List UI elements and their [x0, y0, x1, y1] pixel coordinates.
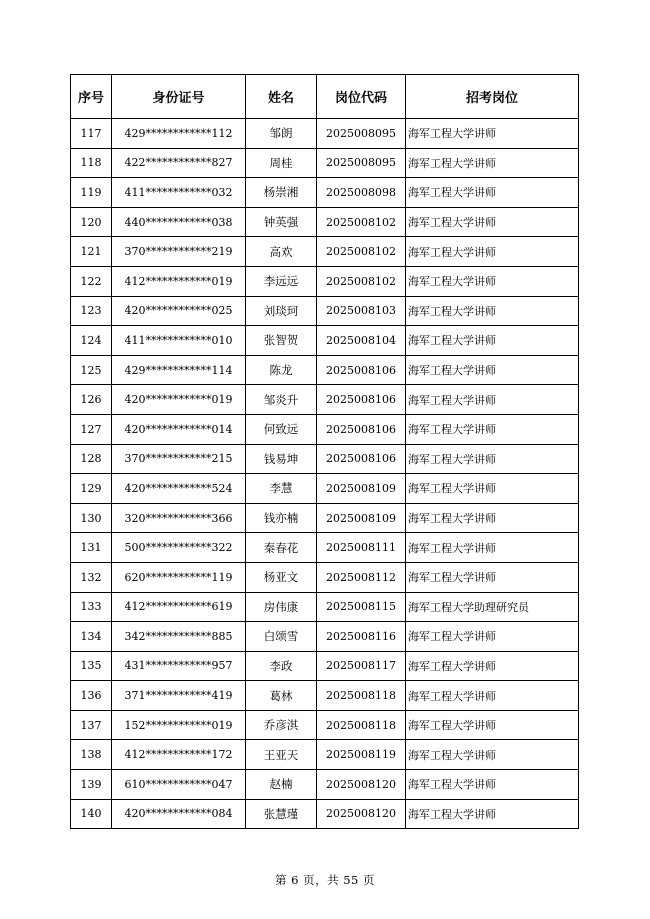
cell-name: 房伟康 [246, 592, 317, 622]
cell-name: 刘琰珂 [246, 296, 317, 326]
table-row [71, 414, 579, 444]
cell-position: 海军工程大学讲师 [406, 681, 579, 711]
table-row [71, 474, 579, 504]
table-row [71, 651, 579, 681]
cell-position-code: 2025008119 [317, 740, 406, 770]
cell-name: 钟英强 [246, 207, 317, 237]
cell-id-number: 420************084 [112, 799, 246, 829]
cell-position: 海军工程大学讲师 [406, 119, 579, 149]
table-row [71, 622, 579, 652]
table-row [71, 740, 579, 770]
cell-id-number: 370************215 [112, 444, 246, 474]
cell-position-code: 2025008095 [317, 119, 406, 149]
cell-name: 李政 [246, 651, 317, 681]
table-row [71, 770, 579, 800]
cell-seq: 125 [71, 355, 112, 385]
cell-id-number: 431************957 [112, 651, 246, 681]
cell-name: 葛林 [246, 681, 317, 711]
cell-position: 海军工程大学讲师 [406, 533, 579, 563]
cell-seq: 120 [71, 207, 112, 237]
cell-name: 张智贺 [246, 326, 317, 356]
cell-id-number: 420************019 [112, 385, 246, 415]
table-row [71, 207, 579, 237]
cell-id-number: 370************219 [112, 237, 246, 267]
cell-position-code: 2025008106 [317, 444, 406, 474]
cell-position-code: 2025008102 [317, 266, 406, 296]
cell-seq: 132 [71, 562, 112, 592]
cell-name: 杨亚文 [246, 562, 317, 592]
cell-position-code: 2025008106 [317, 414, 406, 444]
cell-position-code: 2025008112 [317, 562, 406, 592]
cell-id-number: 420************025 [112, 296, 246, 326]
cell-position: 海军工程大学讲师 [406, 266, 579, 296]
cell-seq: 134 [71, 622, 112, 652]
cell-seq: 133 [71, 592, 112, 622]
cell-id-number: 620************119 [112, 562, 246, 592]
cell-position: 海军工程大学讲师 [406, 326, 579, 356]
table-header-row [71, 75, 579, 119]
cell-id-number: 412************019 [112, 266, 246, 296]
cell-position-code: 2025008106 [317, 355, 406, 385]
cell-position-code: 2025008095 [317, 148, 406, 178]
cell-seq: 140 [71, 799, 112, 829]
cell-id-number: 420************524 [112, 474, 246, 504]
table-row [71, 119, 579, 149]
cell-position: 海军工程大学讲师 [406, 148, 579, 178]
cell-position: 海军工程大学讲师 [406, 237, 579, 267]
cell-seq: 139 [71, 770, 112, 800]
table-row [71, 710, 579, 740]
table-row [71, 296, 579, 326]
cell-name: 陈龙 [246, 355, 317, 385]
cell-id-number: 440************038 [112, 207, 246, 237]
table-row [71, 681, 579, 711]
cell-id-number: 500************322 [112, 533, 246, 563]
cell-position: 海军工程大学讲师 [406, 385, 579, 415]
cell-position-code: 2025008116 [317, 622, 406, 652]
cell-id-number: 371************419 [112, 681, 246, 711]
table-row [71, 326, 579, 356]
table-row [71, 266, 579, 296]
table-row [71, 237, 579, 267]
cell-name: 张慧瑾 [246, 799, 317, 829]
cell-name: 钱易坤 [246, 444, 317, 474]
cell-id-number: 152************019 [112, 710, 246, 740]
table-body [71, 119, 579, 829]
table-row [71, 799, 579, 829]
header-seq: 序号 [71, 75, 112, 119]
cell-seq: 127 [71, 414, 112, 444]
cell-name: 何致远 [246, 414, 317, 444]
table-row [71, 592, 579, 622]
cell-id-number: 411************010 [112, 326, 246, 356]
cell-name: 王亚天 [246, 740, 317, 770]
cell-position-code: 2025008120 [317, 799, 406, 829]
table-row [71, 178, 579, 208]
cell-position: 海军工程大学讲师 [406, 622, 579, 652]
header-position-code: 岗位代码 [317, 75, 406, 119]
cell-position-code: 2025008102 [317, 237, 406, 267]
cell-seq: 131 [71, 533, 112, 563]
cell-name: 秦春花 [246, 533, 317, 563]
cell-position: 海军工程大学讲师 [406, 474, 579, 504]
cell-position-code: 2025008111 [317, 533, 406, 563]
cell-position-code: 2025008118 [317, 710, 406, 740]
cell-seq: 130 [71, 503, 112, 533]
table-row [71, 533, 579, 563]
cell-seq: 119 [71, 178, 112, 208]
cell-position-code: 2025008120 [317, 770, 406, 800]
cell-position: 海军工程大学讲师 [406, 710, 579, 740]
header-position: 招考岗位 [406, 75, 579, 119]
cell-position: 海军工程大学讲师 [406, 414, 579, 444]
cell-position: 海军工程大学讲师 [406, 355, 579, 385]
table-row [71, 385, 579, 415]
cell-seq: 117 [71, 119, 112, 149]
cell-position-code: 2025008103 [317, 296, 406, 326]
cell-name: 邹朗 [246, 119, 317, 149]
cell-seq: 121 [71, 237, 112, 267]
cell-position: 海军工程大学讲师 [406, 770, 579, 800]
cell-id-number: 429************112 [112, 119, 246, 149]
cell-name: 钱亦楠 [246, 503, 317, 533]
cell-seq: 137 [71, 710, 112, 740]
cell-id-number: 411************032 [112, 178, 246, 208]
cell-seq: 118 [71, 148, 112, 178]
table-row [71, 503, 579, 533]
cell-position-code: 2025008102 [317, 207, 406, 237]
cell-seq: 128 [71, 444, 112, 474]
cell-position-code: 2025008115 [317, 592, 406, 622]
cell-seq: 126 [71, 385, 112, 415]
cell-seq: 122 [71, 266, 112, 296]
cell-name: 高欢 [246, 237, 317, 267]
cell-seq: 124 [71, 326, 112, 356]
cell-position: 海军工程大学讲师 [406, 740, 579, 770]
cell-position-code: 2025008109 [317, 503, 406, 533]
cell-name: 李远远 [246, 266, 317, 296]
cell-seq: 138 [71, 740, 112, 770]
cell-position: 海军工程大学讲师 [406, 296, 579, 326]
table-row [71, 355, 579, 385]
cell-name: 赵楠 [246, 770, 317, 800]
table-row [71, 148, 579, 178]
cell-id-number: 610************047 [112, 770, 246, 800]
cell-position: 海军工程大学讲师 [406, 651, 579, 681]
cell-position-code: 2025008106 [317, 385, 406, 415]
cell-seq: 129 [71, 474, 112, 504]
cell-position: 海军工程大学讲师 [406, 562, 579, 592]
cell-seq: 135 [71, 651, 112, 681]
header-name: 姓名 [246, 75, 317, 119]
cell-seq: 123 [71, 296, 112, 326]
cell-id-number: 412************619 [112, 592, 246, 622]
cell-id-number: 342************885 [112, 622, 246, 652]
cell-id-number: 412************172 [112, 740, 246, 770]
cell-position: 海军工程大学讲师 [406, 207, 579, 237]
cell-position: 海军工程大学讲师 [406, 503, 579, 533]
cell-id-number: 420************014 [112, 414, 246, 444]
cell-id-number: 429************114 [112, 355, 246, 385]
cell-id-number: 422************827 [112, 148, 246, 178]
cell-name: 李慧 [246, 474, 317, 504]
cell-id-number: 320************366 [112, 503, 246, 533]
table-row [71, 562, 579, 592]
cell-seq: 136 [71, 681, 112, 711]
cell-position: 海军工程大学讲师 [406, 178, 579, 208]
cell-name: 邹炎升 [246, 385, 317, 415]
cell-name: 杨崇湘 [246, 178, 317, 208]
cell-position-code: 2025008118 [317, 681, 406, 711]
cell-position: 海军工程大学助理研究员 [406, 592, 579, 622]
cell-position: 海军工程大学讲师 [406, 444, 579, 474]
table-row [71, 444, 579, 474]
cell-name: 乔彦淇 [246, 710, 317, 740]
page-number: 第 6 页，共 55 页 [274, 873, 376, 887]
cell-position: 海军工程大学讲师 [406, 799, 579, 829]
cell-position-code: 2025008104 [317, 326, 406, 356]
cell-position-code: 2025008098 [317, 178, 406, 208]
cell-name: 白颂雪 [246, 622, 317, 652]
cell-position-code: 2025008109 [317, 474, 406, 504]
candidate-table [70, 74, 579, 829]
cell-name: 周桂 [246, 148, 317, 178]
cell-position-code: 2025008117 [317, 651, 406, 681]
header-id-number: 身份证号 [112, 75, 246, 119]
